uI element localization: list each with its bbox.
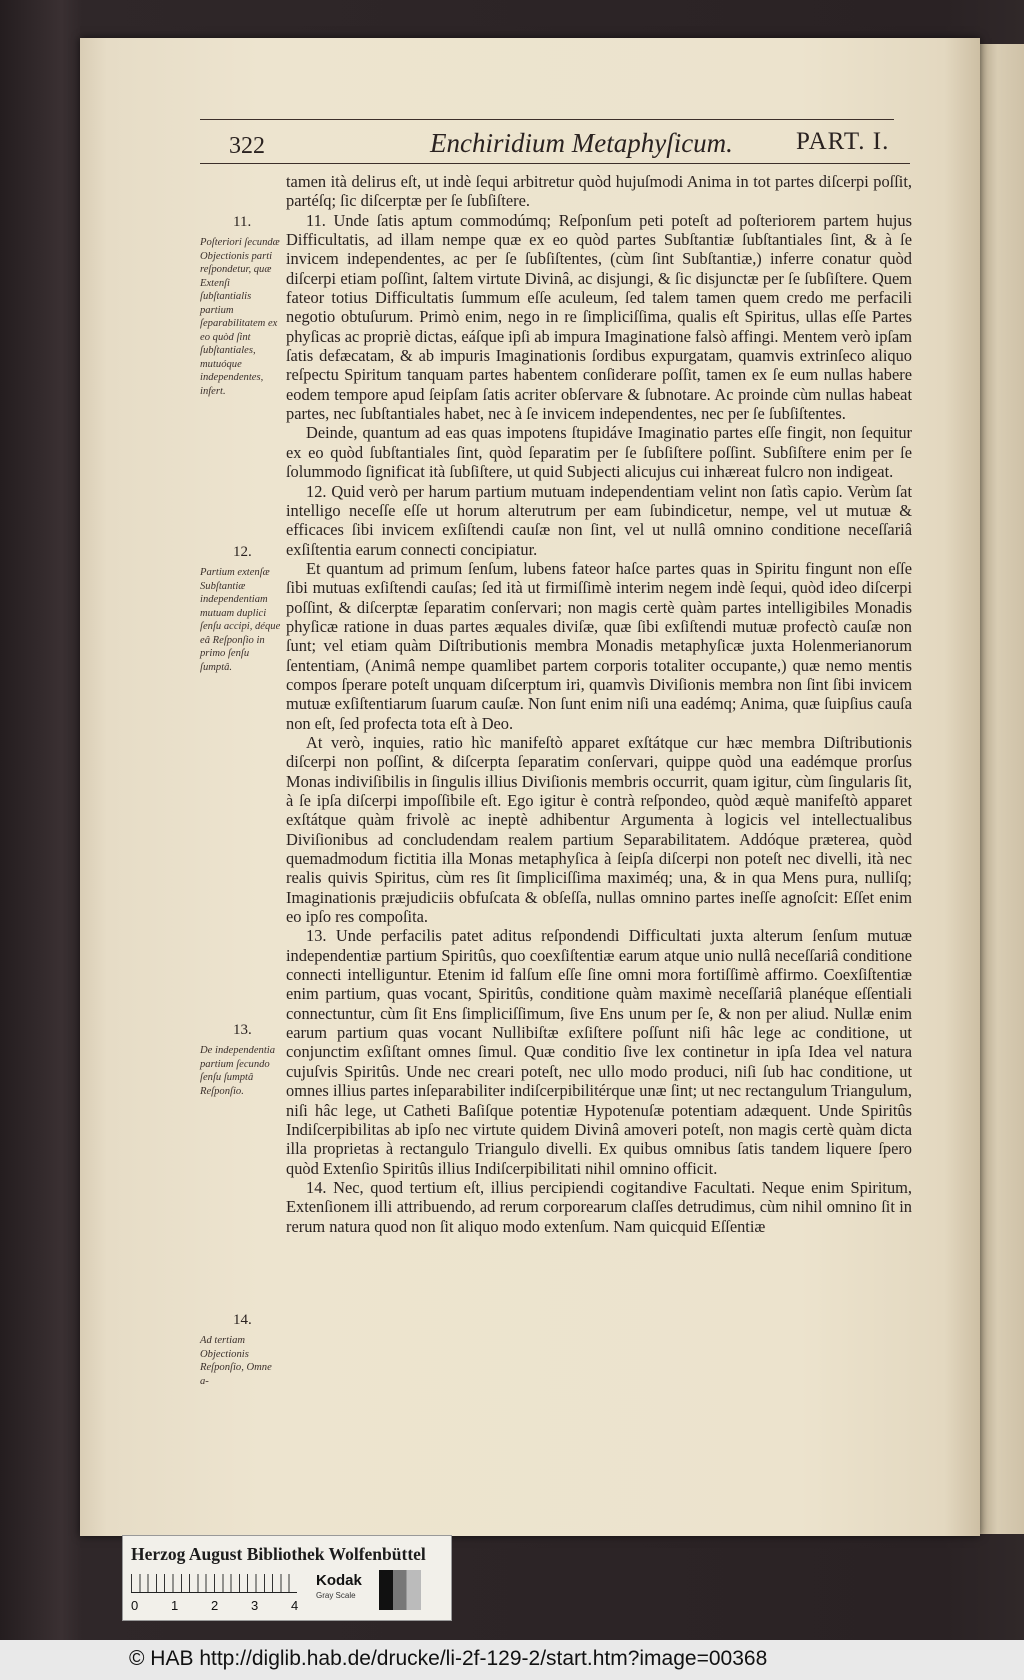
scale-number: 3	[251, 1598, 259, 1613]
library-scale-card	[122, 1535, 452, 1621]
paragraph: Deinde, quantum ad eas quas impotens ſtupidáve Imaginatio partes eſſe fingit, non ſequitur ex eo quòd ſubſtantiales ſint, quòd ſeparatim per ſe ſubſiſtere poſſint. Subſiſtere enim per ſe ſolummodo ſignificat ità ſubſiſtere, ut quid Subjecti alicujus cui inhæreat fulcro non indigeat.	[286, 423, 912, 482]
facing-page-edge	[980, 44, 1024, 1534]
margin-note: Ad tertiam Objectionis Reſponſio, Omne a-	[200, 1335, 272, 1387]
scale-number: 4	[291, 1598, 299, 1613]
body-text	[286, 172, 912, 1236]
footer-copyright-link[interactable]: © HAB http://diglib.hab.de/drucke/li-2f-129-2/start.htm?image=00368	[129, 1647, 768, 1670]
margin-note: De independentia partium ſecundo ſenſu ſumptâ Reſponſio.	[200, 1045, 276, 1097]
header-title: Enchiridium Metaphyſicum.	[430, 128, 733, 158]
margin-note: Partium extenſæ Subſtantiæ independentiam mutuam duplici ſenſu accipi, déque eâ Reſponſio in primo ſenſu ſumptâ.	[200, 567, 281, 673]
scale-number: 1	[171, 1598, 179, 1613]
header-part: PART. I.	[796, 128, 890, 155]
header-top-rule	[200, 119, 894, 120]
scale-number: 2	[211, 1598, 219, 1613]
paragraph: 12. Quid verò per harum partium mutuam independentiam velint non ſatìs capio. Verùm ſat intelligo neceſſe eſſe ut horum alterutrum per eam ſubindicetur, nempe, vel ut mutuæ & efficaces ſibi invicem exſiſtendi cauſæ non ſint, vel ut nullâ omnino conditione neceſſariâ exſiſtentia earum connecti concipiatur.	[286, 481, 912, 559]
margin-section-number: 13.	[233, 1022, 252, 1038]
gray-scale-swatch	[379, 1570, 421, 1610]
margin-section-number: 12.	[233, 544, 252, 560]
paragraph: At verò, inquies, ratio hìc manifeſtò apparet exſtátque cur hæc membra Diſtributionis diſcerpi non poſſint, & diſcerpta ſeparatim conſervari, quippe quòd una eadémque prorſus Monas indiviſibilis in ſingulis illius Diviſionis membris occurrit, quam igitur, cùm ſingularis ſit, à ſe ipſa diſcerpi impoſſibile eſt. Ego igitur è contrà reſpondeo, quòd æquè manifeſtò apparet exſtátque quàm frivolè ac ineptè adhibentur Argumenta à logicis vel intellectualibus Diviſionibus ad concludendam realem partium Separabilitatem. Addóque præterea, quòd quemadmodum fictitia illa Monas metaphyſica à ſeipſa diſcerpi non poteſt nec divelli, ità nec realis quivis Spiritus, cùm res ſit ſimpliciſſima maximéq; una, & in qua Mens pura, nulliſq; Imaginationis præjudiciis obfuſcata & obſeſſa, nullas omnino partes ineſſe agnoſcit: Eſſet enim eo ipſo res compoſita.	[286, 732, 912, 927]
kodak-logo: Kodak	[316, 1572, 362, 1589]
paragraph: Et quantum ad primum ſenſum, lubens fateor haſce partes quas in Spiritu fingunt non eſſe ſibi mutuas exſiſtendi cauſas; ſed ità ut firmiſſimè interim negem indè ſequi, quòd ideo diſcerpi poſſint, & diſcerptæ ſeparatim conſervari; non magis certè quàm partes intelligibiles Monadis phyſicæ ratione in duas partes æquales diviſæ, quæ ſibi exſiſtendi mutuæ profectò cauſæ non ſunt; vel etiam quàm Diſtributionis membra Monadis metaphyſicæ juxta Holenmerianorum ſententiam, (Animâ nempe quamlibet partem corporis totaliter occupante,) quæ nemo mentis compos ſperare poteſt unquam diſcerptum iri, quamvìs Diviſionis membra non ſint ſibi invicem mutuæ exſiſtentiarum ſuarum cauſæ. Non ſunt enim niſi una eadémq; Anima, quæ ſuipſius cauſa non eſt, ſed profecta tota eſt à Deo.	[286, 558, 912, 733]
scale-number: 0	[131, 1598, 139, 1613]
margin-note: Poſteriori ſecundæ Objectionis parti reſpondetur, quæ Extenſi ſubſtantialis partium ſeparabilitatem ex eo quòd ſint ſubſtantiales, mutuóque independentes, infert.	[200, 237, 280, 397]
margin-section-number: 14.	[233, 1312, 252, 1328]
paragraph: 11. Unde ſatis aptum commodúmq; Reſponſum peti poteſt ad poſteriorem partem hujus Difficultatis, ad illam nempe quæ ex eo quòd partes Subſtantiæ ſubſtantiales ſint, & à ſe invicem independentes, ac per ſe ſubſiſtentes, (cùm ſint Subſtantiæ,) inferre conatur quòd diſcerpi etiam poſſint, ſaltem virtute Divinâ, ac disjungi, & ſic disjunctæ per ſe ſubſiſtere. Quem fateor totius Difficultatis ſummum eſſe aculeum, ſed talem tamen quem credo me perfacili negotio obtuſurum. Primò enim, nego in re ſimpliciſſima, qualis eſt Spiritus, ullas eſſe Partes phyſicas ac propriè dictas, eáſque ipſi ab impura Imaginatione falsò affingi. Mentem verò ipſam ſatis defæcatam, & ab impuris Imaginationis ſordibus expurgatam, quamvis extrinſeco aliquo reſpectu Spiritum tanquam partes habentem conſiderare poſſit, tamen ex ſe eum nullas habere eodem tempore apud ſeipſam ſatis acriter obſervare & ſubnotare. Ac proinde cùm nullas habeat partes, nec ſubſtantiales habet, nec à ſe invicem independentes, nec per ſe ſubſiſtentes.	[286, 210, 912, 424]
header-page-number: 322	[229, 133, 265, 159]
library-name: Herzog August Bibliothek Wolfenbüttel	[131, 1544, 426, 1564]
paragraph: 13. Unde perfacilis patet aditus reſpondendi Difficultati juxta alterum ſenſum mutuæ independentiæ partium Spiritûs, quo coexſiſtentiæ earum atque unio nullâ neceſſariâ conditione connecti intelliguntur. Etenim id falſum eſſe ſine omni mora fortiſſimè affirmo. Coexſiſtentiæ enim partium, quas vocant, Spiritûs, conditione quàm maximè neceſſariâ planéque eſſentiali connectuntur, cùm ſit Ens ſimpliciſſimum, ſive Ens unum per ſe, & non per aliud. Nullæ enim earum partium quas vocant Nullibiſtæ exſiſtere poſſunt niſi hâc lege ac conditione, ut conjunctim exſiſtant omnes ſimul. Quæ conditio ſive lex continetur in ipſa Idea vel natura cujuſvis Spiritûs. Unde nec creari poteſt, nec ullo modo produci, niſi ſub hac conditione, ut omnes illius partes inſeparabiliter indiſcerpibilitérque unæ ſint; ut nec rectangulum Triangulum, niſi hâc lege, ut Catheti Baſiſque potentiæ Hypotenuſæ potentiam adæquent. Unde Spiritûs Indiſcerpibilitas ab ipſo nec virtute quidem Divinâ amoveri poteſt, non magis certè quàm dicta illa proprietas à rectangulo Triangulo divelli. Ex quibus omnibus ſatis tandem liquere ſpero quòd Extenſio Spiritûs illius Indiſcerpibilitati nihil omnino officit.	[286, 926, 912, 1178]
paragraph: tamen ità delirus eſt, ut indè ſequi arbitretur quòd hujuſmodi Anima in tot partes diſcerpi poſſit, partéſq; ſic diſcerptæ per ſe ſubſiſtere.	[286, 172, 912, 211]
paragraph: 14. Nec, quod tertium eſt, illius percipiendi cogitandive Facultati. Neque enim Spiritum, Extenſionem illi attribuendo, ad rerum corporearum claſſes detrudimus, cùm nihil omnino ſit in rerum natura quod non ſit aliquo modo extenſum. Nam quicquid Eſſentiæ	[286, 1177, 912, 1236]
scale-ruler	[131, 1574, 297, 1593]
margin-section-number: 11.	[233, 214, 252, 230]
header-bottom-rule	[200, 163, 910, 164]
kodak-subtitle: Gray Scale	[316, 1591, 356, 1600]
